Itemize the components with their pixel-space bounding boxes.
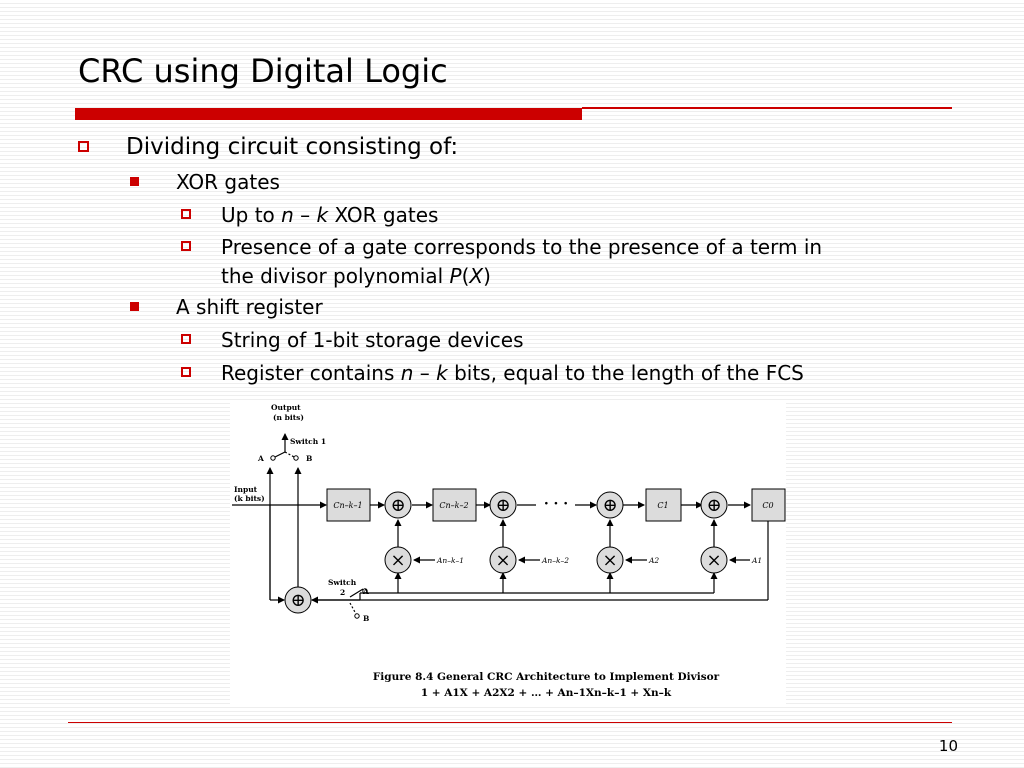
mult-symbol: × xyxy=(706,550,722,571)
title-underline-thin xyxy=(582,107,952,109)
text-fragment: ( xyxy=(461,264,470,288)
xor-symbol: ⊕ xyxy=(602,495,618,516)
coefficient-label: An–k–2 xyxy=(542,556,570,565)
switch1-terminal-b xyxy=(294,456,298,460)
coefficient-label: A2 xyxy=(649,556,660,565)
mult-symbol: × xyxy=(390,550,406,571)
xor-symbol: ⊕ xyxy=(390,495,406,516)
switch2-num-label: 2 xyxy=(340,588,346,597)
bullet-string-storage: String of 1-bit storage devices xyxy=(221,328,524,352)
switch2-b-label: B xyxy=(363,614,370,623)
xor-symbol: ⊕ xyxy=(495,495,511,516)
input-label: Input xyxy=(234,485,258,494)
crc-architecture-figure xyxy=(230,400,786,706)
mult-symbol: × xyxy=(495,550,511,571)
register-label: Cn–k–1 xyxy=(333,501,363,510)
output-bits-label: (n bits) xyxy=(273,413,304,422)
ellipsis: · · · xyxy=(543,496,569,512)
register-label: Cn–k–2 xyxy=(439,501,469,510)
bullet-hollow-icon xyxy=(181,367,191,377)
switch1-label: Switch 1 xyxy=(290,437,327,446)
output-label: Output xyxy=(271,403,301,412)
text-fragment: the divisor polynomial xyxy=(221,264,450,288)
text-fragment: Register contains xyxy=(221,361,401,385)
slide-title: CRC using Digital Logic xyxy=(78,52,448,90)
var-n: n xyxy=(400,361,414,385)
bullet-hollow-icon xyxy=(181,241,191,251)
mult-symbol: × xyxy=(602,550,618,571)
var-X: X xyxy=(469,264,484,288)
xor-symbol: ⊕ xyxy=(290,590,306,611)
figure-caption-title: Figure 8.4 General CRC Architecture to Implement Divisor xyxy=(372,671,720,683)
bullet-dividing-circuit: Dividing circuit consisting of: xyxy=(126,134,459,160)
xor-symbol: ⊕ xyxy=(706,495,722,516)
bullet-shift-register: A shift register xyxy=(176,295,323,319)
switch1-a-label: A xyxy=(258,454,264,463)
bullet-solid-icon xyxy=(130,302,139,311)
var-P: P xyxy=(449,264,462,288)
bullet-hollow-icon xyxy=(78,141,89,152)
input-bits-label: (k bits) xyxy=(234,494,265,503)
switch2-label: Switch xyxy=(328,578,357,587)
text-fragment: bits, equal to the length of the FCS xyxy=(447,361,804,385)
var-n: n xyxy=(281,203,294,227)
var-k: k xyxy=(436,361,448,385)
bullet-up-to-n-k xyxy=(221,203,438,227)
bullet-xor-gates: XOR gates xyxy=(176,170,280,194)
text-fragment: – xyxy=(293,203,317,227)
bullet-hollow-icon xyxy=(181,209,191,219)
bullet-solid-icon xyxy=(130,177,139,186)
figure-caption-formula: 1 + A1X + A2X2 + … + An–1Xn–k–1 + Xn–k xyxy=(420,687,672,699)
switch2-a-label: A xyxy=(363,587,369,596)
switch1-terminal-a xyxy=(271,456,275,460)
page-number: 10 xyxy=(938,737,958,755)
text-fragment: XOR gates xyxy=(328,203,439,227)
bullet-gate-presence-line1: Presence of a gate corresponds to the presence of a term in xyxy=(221,235,823,259)
bullet-register-contains xyxy=(221,361,804,385)
title-underline-thick xyxy=(75,108,582,120)
crc-circuit-diagram xyxy=(230,400,786,706)
bullet-hollow-icon xyxy=(181,334,191,344)
bullet-gate-presence-line2 xyxy=(221,264,491,288)
text-fragment: ) xyxy=(483,264,491,288)
text-fragment: – xyxy=(413,361,437,385)
footer-rule xyxy=(68,722,952,723)
coefficient-label: An–k–1 xyxy=(437,556,465,565)
text-fragment: Up to xyxy=(221,203,282,227)
register-label: C1 xyxy=(657,501,669,510)
switch1-b-label: B xyxy=(306,454,313,463)
register-label: C0 xyxy=(762,501,774,510)
switch2-terminal-b xyxy=(355,614,359,618)
coefficient-label: A1 xyxy=(752,556,763,565)
var-k: k xyxy=(316,203,329,227)
